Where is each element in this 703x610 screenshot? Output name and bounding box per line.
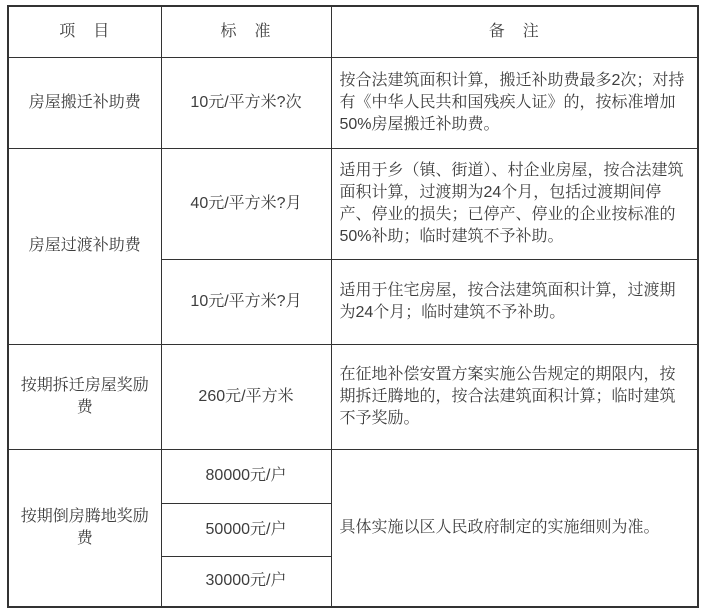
standard-cell: 10元/平方米?次 [161,57,331,148]
standard-cell: 30000元/户 [161,556,331,607]
header-standard: 标 准 [161,6,331,57]
header-item: 项 目 [8,6,161,57]
standard-cell: 260元/平方米 [161,344,331,449]
compensation-standards-table [7,5,699,608]
item-cell: 房屋过渡补助费 [8,148,161,344]
standard-cell: 10元/平方米?月 [161,259,331,344]
item-cell: 按期倒房腾地奖励费 [8,449,161,607]
remark-cell: 适用于乡（镇、街道）、村企业房屋，按合法建筑面积计算，过渡期为24个月，包括过渡期间停产、停业的损失；已停产、停业的企业按标准的50%补助；临时建筑不予补助。 [331,148,698,259]
header-remark: 备 注 [331,6,698,57]
table-row [8,449,698,503]
table-row [8,57,698,148]
remark-cell: 适用于住宅房屋，按合法建筑面积计算，过渡期为24个月；临时建筑不予补助。 [331,259,698,344]
remark-cell: 在征地补偿安置方案实施公告规定的期限内，按期拆迁腾地的，按合法建筑面积计算；临时建筑不予奖励。 [331,344,698,449]
item-cell: 按期拆迁房屋奖励费 [8,344,161,449]
standard-cell: 50000元/户 [161,503,331,556]
compensation-standards-table-wrap [7,5,699,608]
table-row [8,344,698,449]
standard-cell: 40元/平方米?月 [161,148,331,259]
item-cell: 房屋搬迁补助费 [8,57,161,148]
remark-cell: 具体实施以区人民政府制定的实施细则为准。 [331,449,698,607]
standard-cell: 80000元/户 [161,449,331,503]
header-row [8,6,698,57]
remark-cell: 按合法建筑面积计算，搬迁补助费最多2次；对持有《中华人民共和国残疾人证》的，按标准增加50%房屋搬迁补助费。 [331,57,698,148]
table-row [8,148,698,259]
